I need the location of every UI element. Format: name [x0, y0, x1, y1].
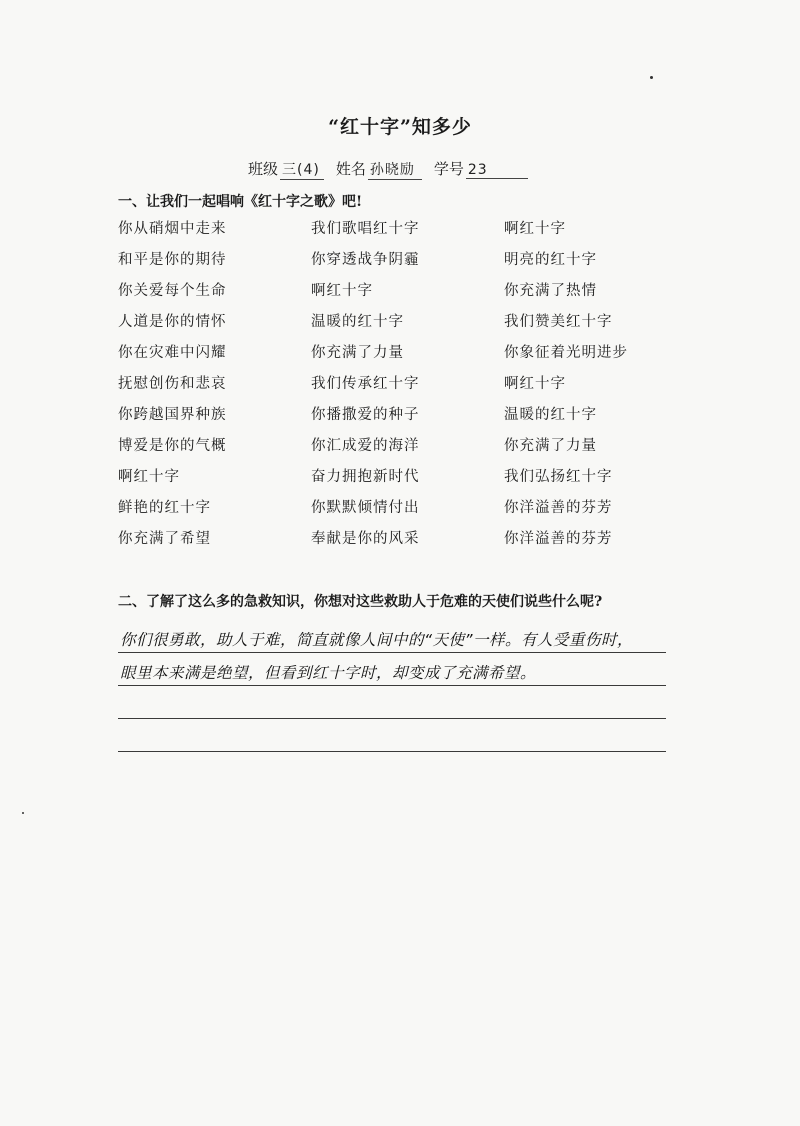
- answer-line[interactable]: [118, 719, 666, 752]
- name-field[interactable]: 孙晓励: [368, 159, 422, 180]
- name-label: 姓名: [335, 160, 366, 178]
- lyric-line: 奉献是你的风采: [311, 531, 420, 547]
- lyric-line: 抚慰创伤和悲哀: [118, 376, 227, 392]
- lyric-line: 奋力拥抱新时代: [311, 469, 420, 485]
- lyric-line: 明亮的红十字: [504, 252, 597, 268]
- section1-heading: 一、让我们一起唱响《红十字之歌》吧!: [118, 194, 363, 210]
- lyric-line: 你关爱每个生命: [118, 283, 227, 299]
- lyric-line: 啊红十字: [504, 376, 566, 392]
- lyric-line: 啊红十字: [504, 221, 566, 237]
- lyric-line: 你默默倾情付出: [311, 500, 420, 516]
- lyric-line: 你充满了希望: [118, 531, 211, 547]
- lyrics-grid: [118, 218, 678, 559]
- lyric-line: 你充满了力量: [504, 438, 597, 454]
- lyric-line: 我们赞美红十字: [504, 314, 613, 330]
- handwritten-answer: 眼里本来满是绝望，但看到红十字时，却变成了充满希望。: [120, 664, 537, 682]
- lyric-line: 鲜艳的红十字: [118, 500, 211, 516]
- lyric-line: 你跨越国界种族: [118, 407, 227, 423]
- lyric-line: 啊红十字: [311, 283, 373, 299]
- lyric-line: 我们歌唱红十字: [311, 221, 420, 237]
- class-label: 班级: [248, 160, 279, 178]
- answer-line[interactable]: [118, 620, 666, 653]
- scan-speck: [650, 76, 653, 79]
- class-field[interactable]: 三(4): [280, 159, 324, 180]
- answer-line[interactable]: [118, 686, 666, 719]
- student-info: [248, 158, 528, 180]
- lyric-line: 你从硝烟中走来: [118, 221, 227, 237]
- worksheet-title: “红十字”知多少: [328, 116, 472, 138]
- lyric-line: 你象征着光明进步: [504, 345, 628, 361]
- lyric-line: 我们弘扬红十字: [504, 469, 613, 485]
- scan-speck: [22, 812, 24, 814]
- handwritten-answer: 你们很勇敢，助人于难，简直就像人间中的“天使”一样。有人受重伤时，: [120, 631, 634, 649]
- lyric-line: 你充满了热情: [504, 283, 597, 299]
- lyric-line: 你洋溢善的芬芳: [504, 500, 613, 516]
- section2-heading: 二、了解了这么多的急救知识，你想对这些救助人于危难的天使们说些什么呢?: [118, 594, 603, 610]
- lyric-line: 你洋溢善的芬芳: [504, 531, 613, 547]
- lyric-line: 你穿透战争阴霾: [311, 252, 420, 268]
- answer-line[interactable]: [118, 653, 666, 686]
- lyric-line: 啊红十字: [118, 469, 180, 485]
- answer-area[interactable]: [118, 620, 666, 752]
- lyric-line: 温暖的红十字: [311, 314, 404, 330]
- lyric-line: 和平是你的期待: [118, 252, 227, 268]
- lyric-line: 你汇成爱的海洋: [311, 438, 420, 454]
- lyric-line: 你在灾难中闪耀: [118, 345, 227, 361]
- lyric-line: 博爱是你的气概: [118, 438, 227, 454]
- number-label: 学号: [433, 160, 464, 178]
- lyric-line: 你播撒爱的种子: [311, 407, 420, 423]
- lyric-line: 我们传承红十字: [311, 376, 420, 392]
- lyric-line: 人道是你的情怀: [118, 314, 227, 330]
- lyric-line: 温暖的红十字: [504, 407, 597, 423]
- number-field[interactable]: 23: [466, 162, 528, 179]
- lyric-line: 你充满了力量: [311, 345, 404, 361]
